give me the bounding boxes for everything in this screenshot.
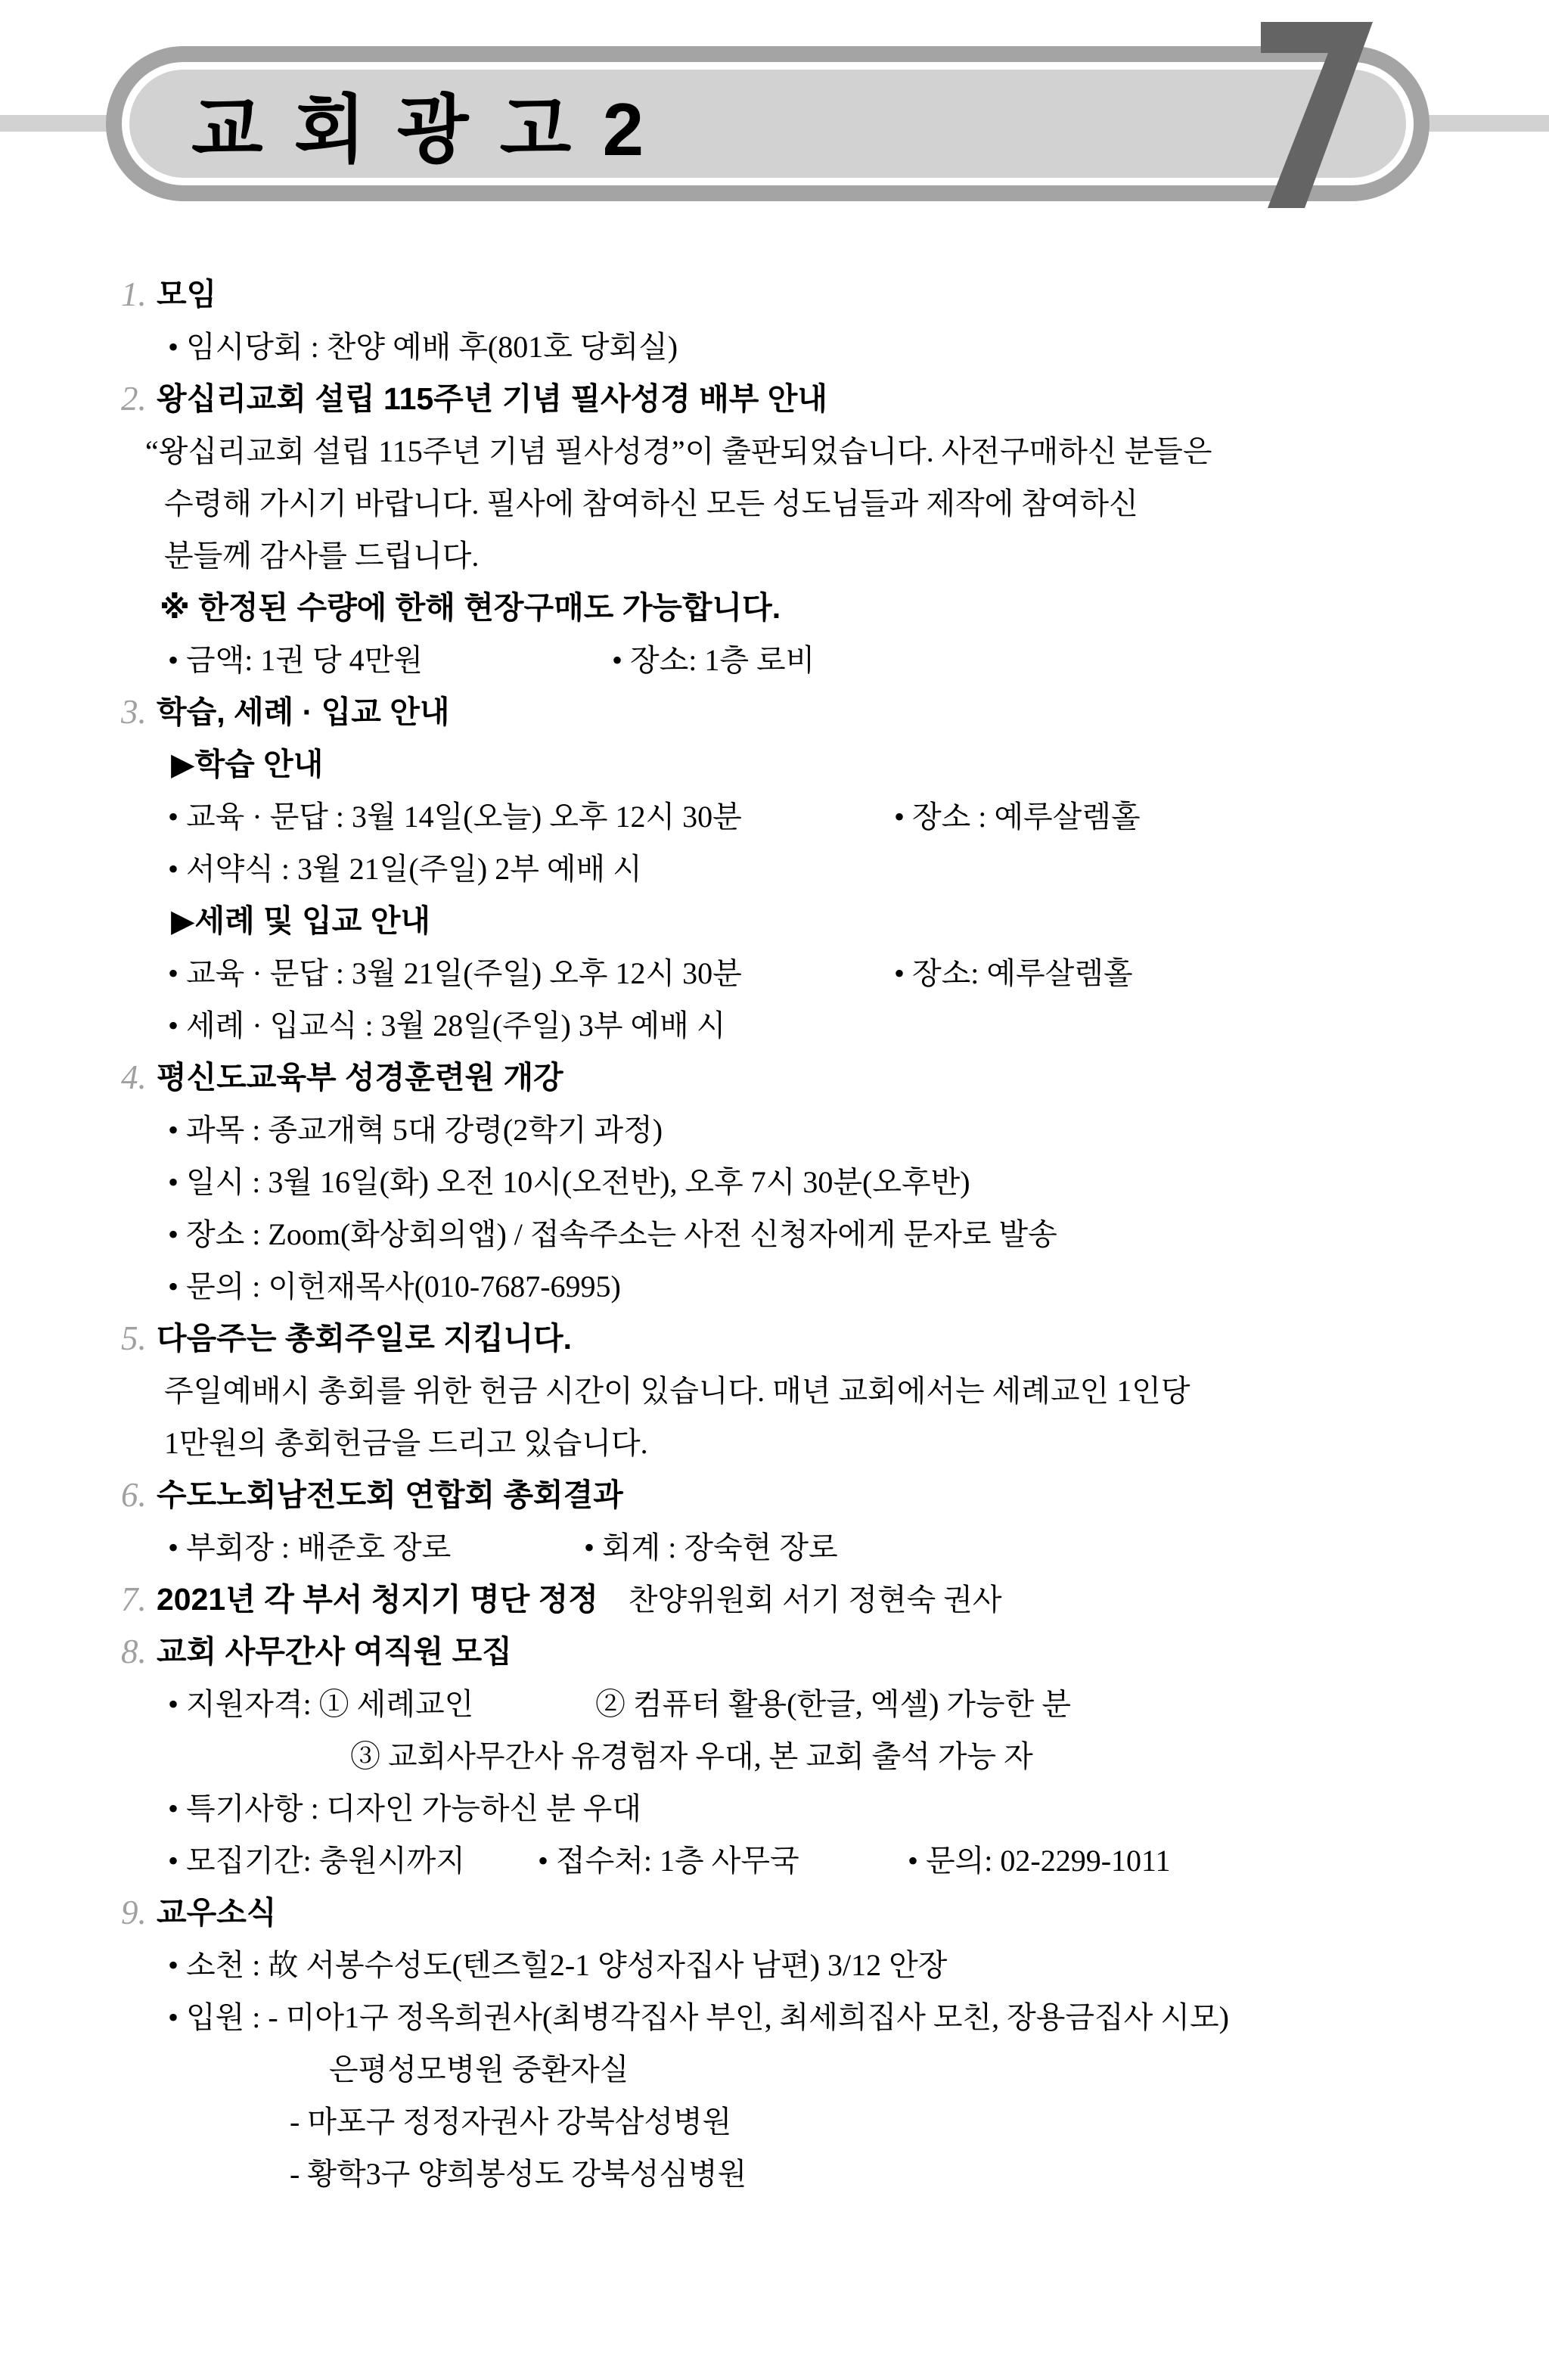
text-segment: 교우소식 (157, 1895, 277, 1930)
announcement-row (0, 1835, 1549, 1887)
announcement-row (0, 738, 1549, 791)
text-segment: • 소천 : 故 서봉수성도(텐즈힐2-1 양성자집사 남편) 3/12 안장 (168, 1948, 948, 1982)
text-segment: • 접수처: 1층 사무국 (538, 1844, 799, 1878)
announcement-row (0, 2043, 1549, 2096)
announcement-row (0, 1417, 1549, 1469)
announcement-row (0, 269, 1549, 321)
text-segment: • 모집기간: 충원시까지 (168, 1844, 465, 1878)
announcement-row (0, 1730, 1549, 1782)
text-segment: • 금액: 1권 당 4만원 (168, 643, 423, 677)
text-segment: • 과목 : 종교개혁 5대 강령(2학기 과정) (168, 1113, 663, 1147)
announcement-row (0, 1260, 1549, 1313)
announcement-row (0, 1104, 1549, 1156)
page-number-seven-shape (1261, 22, 1373, 208)
announcement-row (0, 1991, 1549, 2043)
text-segment: “왕십리교회 설립 115주년 기념 필사성경”이 출판되었습니다. 사전구매하신 분들은 (145, 434, 1212, 468)
text-segment: 수도노회남전도회 연합회 총회결과 (157, 1477, 623, 1512)
announcement-row (0, 947, 1549, 999)
announcement-row (0, 791, 1549, 843)
announcement-row (0, 686, 1549, 738)
announcement-row (0, 2148, 1549, 2200)
item-number: 1. (121, 275, 147, 313)
text-segment: • 문의 : 이헌재목사(010-7687-6995) (168, 1269, 621, 1303)
item-number: 5. (121, 1319, 147, 1357)
header-rule-right (1425, 115, 1549, 132)
announcement-row (0, 1887, 1549, 1939)
text-segment: ② 컴퓨터 활용(한글, 엑셀) 가능한 분 (595, 1687, 1071, 1721)
text-segment: • 장소 : 예루살렘홀 (894, 800, 1141, 834)
item-number: 2. (121, 380, 147, 418)
text-segment: • 특기사항 : 디자인 가능하신 분 우대 (168, 1791, 642, 1825)
text-segment: 분들께 감사를 드립니다. (164, 539, 480, 573)
announcement-row (0, 321, 1549, 373)
item-number: 8. (121, 1633, 147, 1670)
announcement-row (0, 1782, 1549, 1835)
announcement-row (0, 634, 1549, 686)
announcement-row (0, 425, 1549, 477)
text-segment: - 황학3구 양희봉성도 강북성심병원 (290, 2157, 747, 2191)
text-segment: 학습, 세례 · 입교 안내 (157, 694, 450, 729)
text-segment: • 일시 : 3월 16일(화) 오전 10시(오전반), 오후 7시 30분(오후반) (168, 1165, 970, 1199)
announcement-list (0, 269, 1549, 2200)
title-box (106, 46, 1429, 201)
text-segment: 다음주는 총회주일로 지킵니다. (157, 1321, 573, 1356)
announcement-row (0, 1678, 1549, 1730)
item-number: 9. (121, 1894, 147, 1931)
announcement-row (0, 1365, 1549, 1417)
text-segment: • 임시당회 : 찬양 예배 후(801호 당회실) (168, 330, 678, 364)
text-segment: 은평성모병원 중환자실 (329, 2052, 629, 2086)
title-box-fill (129, 70, 1406, 178)
text-segment: ③ 교회사무간사 유경험자 우대, 본 교회 출석 가능 자 (350, 1739, 1033, 1773)
announcement-row (0, 1208, 1549, 1260)
text-segment: ▶학습 안내 (171, 747, 324, 781)
announcement-row (0, 477, 1549, 530)
announcement-row (0, 582, 1549, 634)
text-segment: • 회계 : 장숙현 장로 (584, 1530, 838, 1564)
announcement-row (0, 999, 1549, 1052)
announcement-row (0, 1469, 1549, 1521)
announcement-row (0, 843, 1549, 895)
announcement-row (0, 1626, 1549, 1678)
text-segment: • 부회장 : 배준호 장로 (168, 1530, 452, 1564)
text-segment: ※ 한정된 수량에 한해 현장구매도 가능합니다. (160, 590, 781, 625)
page-title: 교 회 광 고 2 (191, 88, 650, 171)
announcement-row (0, 530, 1549, 582)
text-segment: • 지원자격: ① 세례교인 (168, 1687, 474, 1721)
text-segment: • 서약식 : 3월 21일(주일) 2부 예배 시 (168, 852, 642, 886)
text-segment: 교회 사무간사 여직원 모집 (157, 1634, 512, 1669)
announcement-row (0, 1939, 1549, 1991)
item-number: 3. (121, 693, 147, 731)
announcement-row (0, 1574, 1549, 1626)
text-segment: • 교육 · 문답 : 3월 21일(주일) 오후 12시 30분 (168, 956, 742, 990)
text-segment: 2021년 각 부서 청지기 명단 정정 (157, 1582, 598, 1617)
text-segment: ▶세례 및 입교 안내 (171, 903, 430, 938)
item-suffix: 찬양위원회 서기 정현숙 권사 (628, 1583, 1002, 1617)
text-segment: 모임 (157, 277, 217, 312)
item-number: 4. (121, 1058, 147, 1096)
text-segment: 1만원의 총회헌금을 드리고 있습니다. (164, 1426, 648, 1460)
text-segment: • 장소 : Zoom(화상회의앱) / 접속주소는 사전 신청자에게 문자로 발송 (168, 1217, 1057, 1251)
item-number: 6. (121, 1476, 147, 1514)
text-segment: • 교육 · 문답 : 3월 14일(오늘) 오후 12시 30분 (168, 800, 742, 834)
announcement-row (0, 373, 1549, 425)
announcement-row (0, 895, 1549, 947)
announcement-row (0, 1521, 1549, 1574)
text-segment: • 세례 · 입교식 : 3월 28일(주일) 3부 예배 시 (168, 1008, 726, 1042)
text-segment: 주일예배시 총회를 위한 헌금 시간이 있습니다. 매년 교회에서는 세례교인 1인당 (164, 1374, 1190, 1408)
header-rule-left (0, 115, 113, 132)
text-segment: • 문의: 02-2299-1011 (908, 1844, 1171, 1878)
text-segment: • 장소: 예루살렘홀 (894, 956, 1133, 990)
item-number: 7. (121, 1580, 147, 1618)
announcement-row (0, 1052, 1549, 1104)
text-segment: 수령해 가시기 바랍니다. 필사에 참여하신 모든 성도님들과 제작에 참여하신 (164, 486, 1138, 520)
text-segment: • 입원 : - 미아1구 정옥희권사(최병각집사 부인, 최세희집사 모친, 장용금집사 시모) (168, 2000, 1229, 2034)
announcement-row (0, 2096, 1549, 2148)
text-segment: - 마포구 정정자권사 강북삼성병원 (290, 2105, 732, 2139)
announcement-row (0, 1313, 1549, 1365)
text-segment: 왕십리교회 설립 115주년 기념 필사성경 배부 안내 (157, 381, 828, 416)
announcement-row (0, 1156, 1549, 1208)
text-segment: • 장소: 1층 로비 (612, 643, 815, 677)
text-segment: 평신도교육부 성경훈련원 개강 (157, 1060, 563, 1095)
page-number-figure (1261, 22, 1373, 208)
